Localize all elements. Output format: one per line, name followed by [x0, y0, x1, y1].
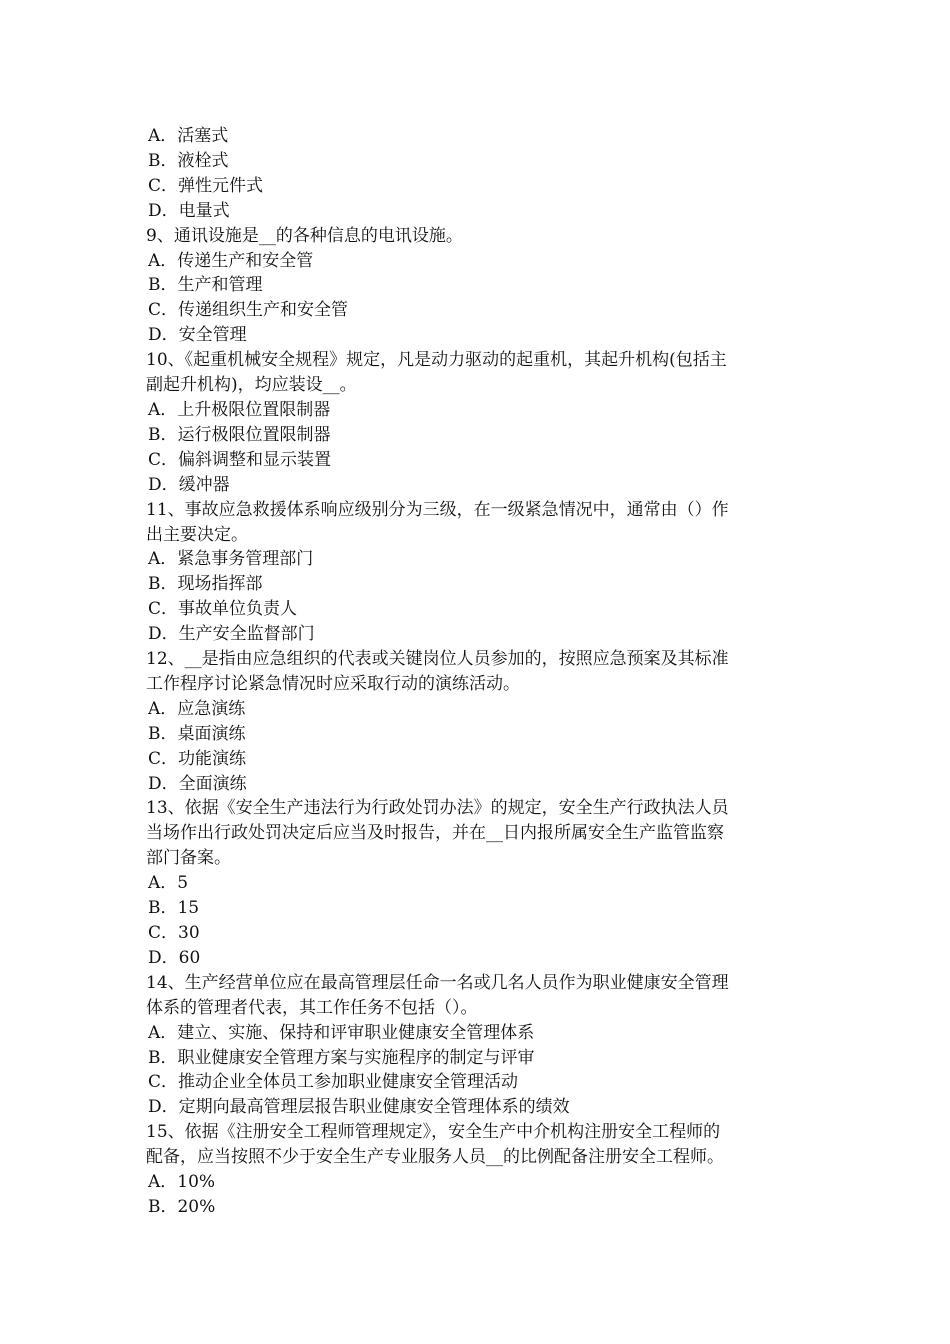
question-13-stem-line3: 部门备案。 [146, 848, 231, 869]
q10-option-d: D．缓冲器 [148, 474, 230, 495]
q9-option-b: B．生产和管理 [148, 275, 263, 296]
question-12-stem-line1: 12、__是指由应急组织的代表或关键岗位人员参加的，按照应急预案及其标准 [146, 649, 729, 670]
option-d: D．电量式 [148, 200, 230, 221]
q11-option-c: C．事故单位负责人 [148, 599, 298, 620]
question-14-stem-line2: 体系的管理者代表，其工作任务不包括（）。 [146, 997, 478, 1018]
option-a: A．活塞式 [148, 126, 229, 146]
q15-option-a: A．10% [148, 1172, 216, 1193]
q14-option-a: A．建立、实施、保持和评审职业健康安全管理体系 [148, 1022, 535, 1043]
option-c: C．弹性元件式 [148, 175, 264, 196]
q12-option-c: C．功能演练 [148, 748, 247, 769]
q14-option-c: C．推动企业全体员工参加职业健康安全管理活动 [148, 1072, 519, 1093]
option-b: B．液栓式 [148, 150, 229, 171]
question-11-stem-line2: 出主要决定。 [146, 524, 248, 545]
question-9-stem: 9、通讯设施是__的各种信息的电讯设施。 [146, 225, 463, 246]
question-14-stem-line1: 14、生产经营单位应在最高管理层任命一名或几名人员作为职业健康安全管理 [146, 972, 729, 993]
q15-option-b: B．20% [148, 1196, 216, 1217]
q11-option-a: A．紧急事务管理部门 [148, 549, 314, 570]
q13-option-a: A．5 [148, 873, 189, 894]
q11-option-d: D．生产安全监督部门 [148, 624, 315, 645]
question-10-stem-line1: 10、《起重机械安全规程》规定，凡是动力驱动的起重机，其起升机构(包括主 [146, 350, 727, 371]
q12-option-b: B．桌面演练 [148, 723, 246, 744]
q12-option-a: A．应急演练 [148, 698, 246, 719]
q9-option-c: C．传递组织生产和安全管 [148, 300, 349, 321]
question-10-stem-line2: 副起升机构)，均应装设__。 [146, 375, 357, 396]
q14-option-b: B．职业健康安全管理方案与实施程序的制定与评审 [148, 1047, 535, 1068]
question-12-stem-line2: 工作程序讨论紧急情况时应采取行动的演练活动。 [146, 673, 520, 694]
q13-option-b: B．15 [148, 898, 200, 919]
question-15-stem-line1: 15、依据《注册安全工程师管理规定》，安全生产中介机构注册安全工程师的 [146, 1122, 721, 1143]
q13-option-c: C．30 [148, 923, 200, 943]
document-page [146, 124, 808, 1220]
q14-option-d: D．定期向最高管理层报告职业健康安全管理体系的绩效 [148, 1097, 570, 1118]
q9-option-d: D．安全管理 [148, 325, 247, 346]
q9-option-a: A．传递生产和安全管 [148, 250, 314, 271]
q11-option-b: B．现场指挥部 [148, 574, 263, 595]
question-13-stem-line1: 13、依据《安全生产违法行为行政处罚办法》的规定，安全生产行政执法人员 [146, 798, 729, 819]
question-15-stem-line2: 配备，应当按照不少于安全生产专业服务人员__的比例配备注册安全工程师。 [146, 1147, 724, 1168]
question-13-stem-line2: 当场作出行政处罚决定后应当及时报告，并在__日内报所属安全生产监管监察 [146, 823, 724, 844]
q10-option-a: A．上升极限位置限制器 [148, 399, 331, 420]
q10-option-b: B．运行极限位置限制器 [148, 424, 331, 445]
question-11-stem-line1: 11、事故应急救援体系响应级别分为三级，在一级紧急情况中，通常由（）作 [146, 499, 729, 520]
q10-option-c: C．偏斜调整和显示装置 [148, 449, 332, 470]
q13-option-d: D．60 [148, 947, 201, 968]
q12-option-d: D．全面演练 [148, 773, 247, 794]
